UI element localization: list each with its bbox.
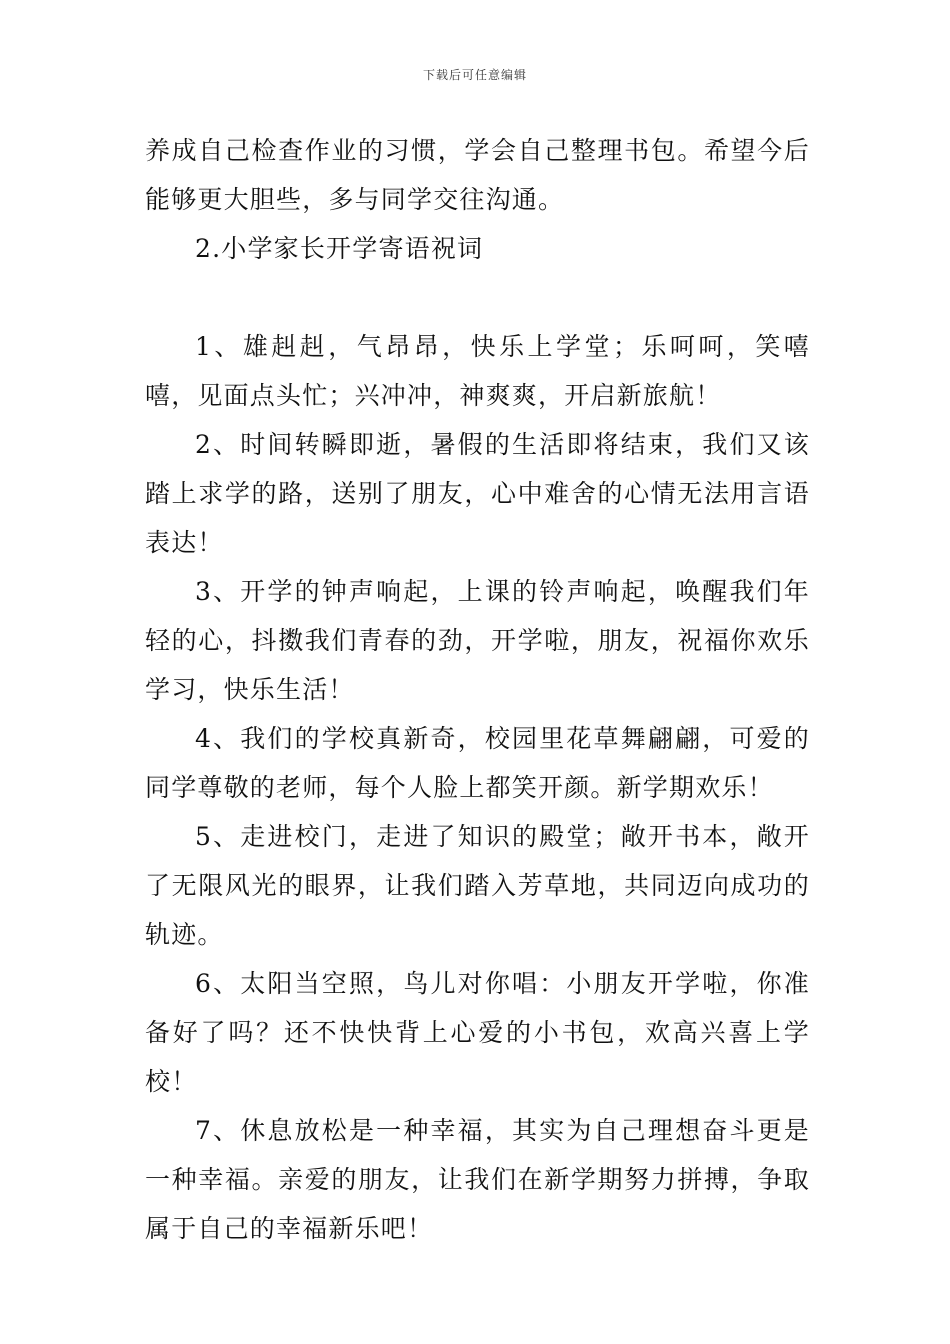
list-item: 6、太阳当空照，鸟儿对你唱：小朋友开学啦，你准备好了吗？还不快快背上心爱的小书包，欢高兴喜上学校！ xyxy=(145,969,810,1096)
list-item: 2、时间转瞬即逝，暑假的生活即将结束，我们又该踏上求学的路，送别了朋友，心中难舍的心情无法用言语表达！ xyxy=(145,430,810,557)
page-header-note: 下载后可任意编辑 xyxy=(422,68,527,82)
list-item: 7、休息放松是一种幸福，其实为自己理想奋斗更是一种幸福。亲爱的朋友，让我们在新学期努力拼搏，争取属于自己的幸福新乐吧！ xyxy=(145,1116,810,1243)
list-item: 3、开学的钟声响起，上课的铃声响起，唤醒我们年轻的心，抖擞我们青春的劲，开学啦，朋友，祝福你欢乐学习，快乐生活！ xyxy=(145,577,810,704)
document-body xyxy=(145,126,810,1253)
list-item: 1、雄赳赳，气昂昂，快乐上学堂；乐呵呵，笑嘻嘻，见面点头忙；兴冲冲，神爽爽，开启新旅航！ xyxy=(145,332,810,410)
paragraph-continuation: 养成自己检查作业的习惯，学会自己整理书包。希望今后能够更大胆些，多与同学交往沟通。 xyxy=(145,136,810,214)
list-item: 5、走进校门，走进了知识的殿堂；敞开书本，敞开了无限风光的眼界，让我们踏入芳草地，共同迈向成功的轨迹。 xyxy=(145,822,810,949)
section-heading: 2.小学家长开学寄语祝词 xyxy=(195,234,484,263)
list-item: 4、我们的学校真新奇，校园里花草舞翩翩，可爱的同学尊敬的老师，每个人脸上都笑开颜。新学期欢乐！ xyxy=(145,724,810,802)
